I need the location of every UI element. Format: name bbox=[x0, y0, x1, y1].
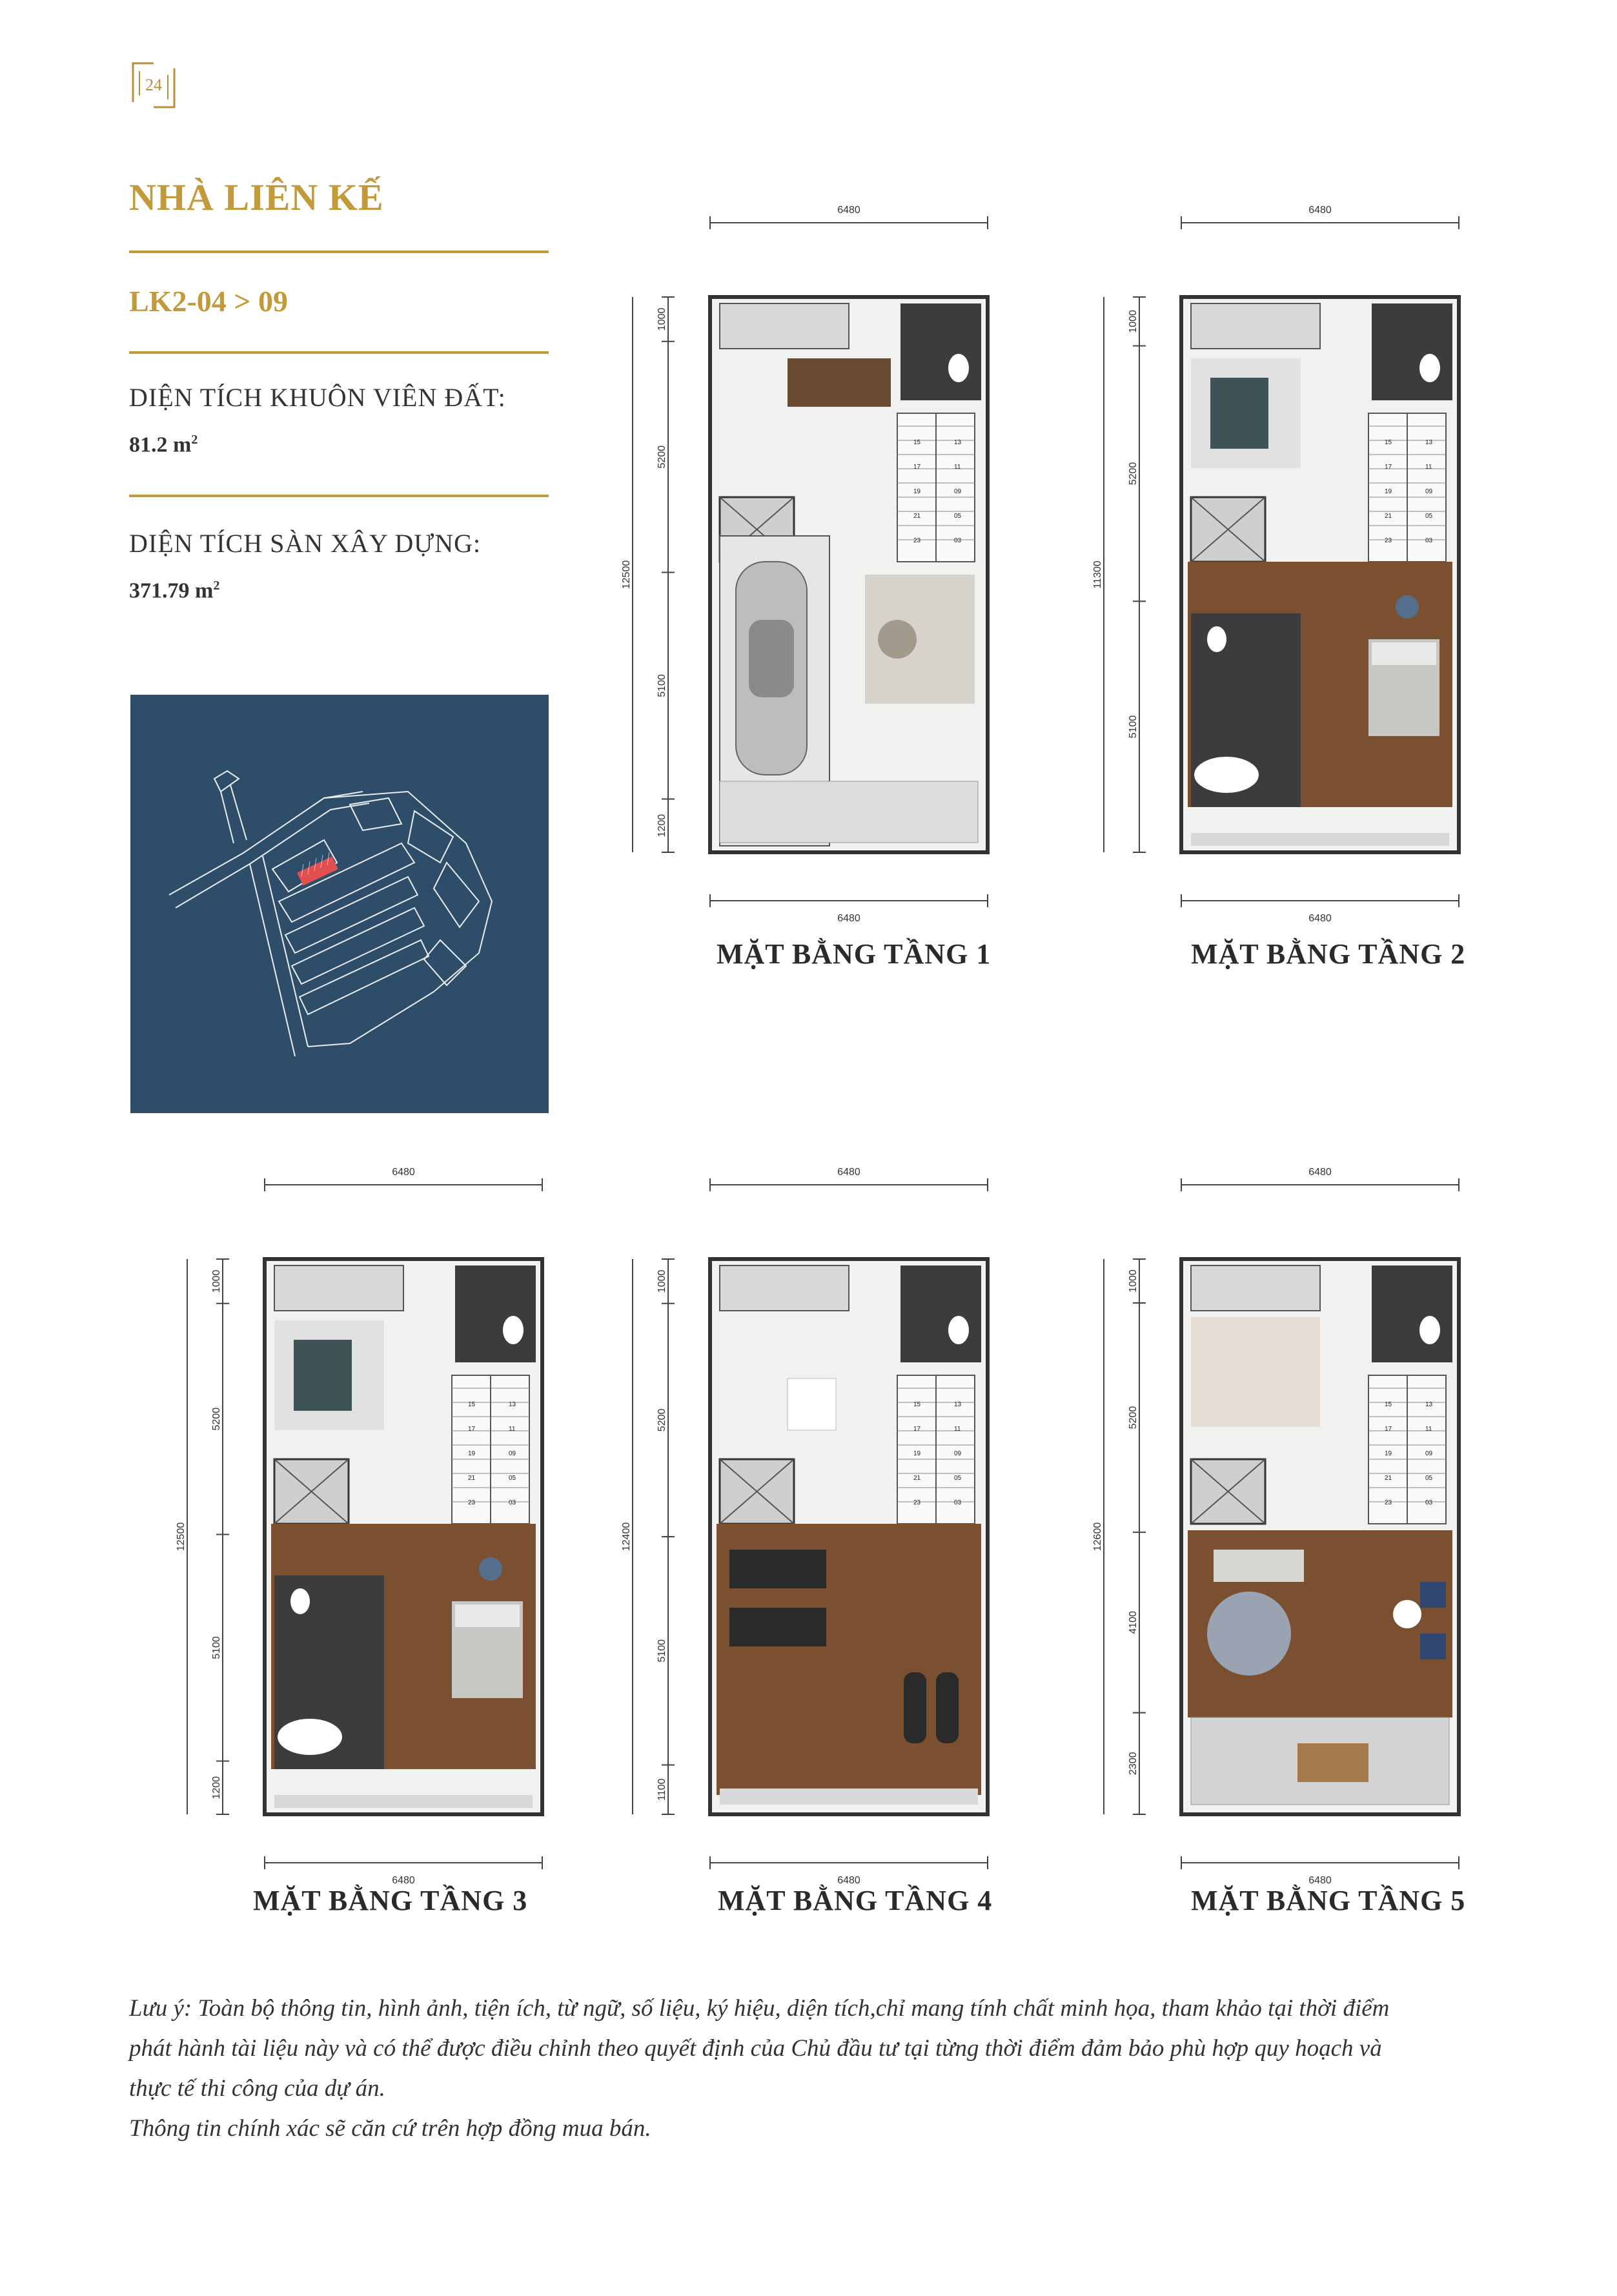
width-dimension-bottom: 6480 bbox=[837, 1875, 860, 1886]
unit-code: LK2-04 > 09 bbox=[129, 285, 288, 318]
bathtub-icon bbox=[278, 1719, 342, 1755]
pillow bbox=[1372, 642, 1436, 665]
segment-dimension: 5200 bbox=[656, 1408, 667, 1432]
exercise-bike-icon bbox=[904, 1672, 926, 1743]
void-area bbox=[720, 303, 849, 349]
land-area-label: DIỆN TÍCH KHUÔN VIÊN ĐẤT: bbox=[129, 383, 506, 412]
bench bbox=[1214, 1550, 1304, 1582]
segment-dimension: 1100 bbox=[656, 1778, 667, 1801]
stair-number: 19 bbox=[913, 488, 921, 495]
stair-number: 03 bbox=[1425, 537, 1433, 544]
toilet-icon bbox=[948, 1316, 969, 1344]
balcony bbox=[1191, 833, 1449, 846]
car-roof bbox=[749, 620, 794, 697]
width-dimension-top: 6480 bbox=[837, 1167, 860, 1178]
total-dimension: 12500 bbox=[621, 560, 632, 589]
toilet-icon bbox=[948, 354, 969, 382]
segment-dimension: 4100 bbox=[1128, 1611, 1139, 1634]
desk bbox=[788, 1379, 836, 1430]
stair-number: 05 bbox=[509, 1475, 516, 1482]
stair-number: 03 bbox=[954, 537, 962, 544]
stair-number: 19 bbox=[1385, 1450, 1392, 1457]
round-rug bbox=[1207, 1592, 1291, 1676]
segment-dimension: 1200 bbox=[211, 1776, 222, 1799]
stair-number: 15 bbox=[913, 439, 921, 446]
stair-number: 11 bbox=[1425, 464, 1432, 471]
floor-plan-drawing bbox=[1065, 1156, 1478, 1886]
stair-number: 15 bbox=[1385, 439, 1392, 446]
segment-dimension: 5200 bbox=[1128, 1406, 1139, 1430]
stair-number: 03 bbox=[509, 1499, 516, 1506]
total-dimension: 12600 bbox=[1092, 1522, 1103, 1552]
floor-plan-title: MẶT BẰNG TẦNG 3 bbox=[253, 1885, 528, 1916]
chair-icon bbox=[1396, 595, 1419, 619]
divider bbox=[129, 351, 549, 354]
skylight-void bbox=[1191, 1317, 1320, 1427]
coffee-table bbox=[878, 620, 917, 659]
armchair-icon bbox=[1420, 1634, 1446, 1659]
land-area-value: 81.2 $m^2$ bbox=[129, 433, 198, 457]
stair-number: 09 bbox=[1425, 488, 1433, 495]
stair-number: 03 bbox=[954, 1499, 962, 1506]
segment-dimension: 1000 bbox=[1128, 1269, 1139, 1293]
floor-plan-drawing bbox=[594, 1156, 1007, 1886]
void-area bbox=[274, 1266, 403, 1311]
total-dimension: 12500 bbox=[176, 1522, 187, 1552]
stair-number: 09 bbox=[509, 1450, 516, 1457]
note-line: Thông tin chính xác sẽ căn cứ trên hợp đồng mua bán. bbox=[129, 2115, 651, 2142]
stair-number: 15 bbox=[468, 1401, 476, 1408]
stair-number: 23 bbox=[468, 1499, 476, 1506]
stair-number: 17 bbox=[1385, 1426, 1392, 1433]
site-plan-map bbox=[130, 695, 549, 1113]
bathroom bbox=[455, 1266, 536, 1362]
segment-dimension: 2300 bbox=[1128, 1752, 1139, 1776]
stair-number: 13 bbox=[954, 1401, 962, 1408]
stair-number: 17 bbox=[468, 1426, 476, 1433]
bathroom bbox=[900, 303, 981, 400]
divider bbox=[129, 495, 549, 497]
segment-dimension: 5200 bbox=[656, 445, 667, 469]
void-area bbox=[720, 1266, 849, 1311]
segment-dimension: 5200 bbox=[211, 1407, 222, 1431]
note-line: phát hành tài liệu này và có thể được điều chỉnh theo quyết định của Chủ đầu tư tại từng thời điểm đảm bảo phù hợp quy hoạch và bbox=[129, 2035, 1382, 2062]
outdoor-dining-table bbox=[1297, 1743, 1368, 1782]
pillow bbox=[455, 1604, 520, 1627]
bathtub-icon bbox=[1194, 757, 1259, 793]
stair-number: 05 bbox=[954, 513, 962, 520]
note-line: thực tế thi công của dự án. bbox=[129, 2075, 385, 2102]
floor-plan-drawing bbox=[594, 194, 1007, 924]
bathroom bbox=[1372, 303, 1452, 400]
disclaimer-note bbox=[129, 1989, 1498, 2149]
width-dimension-bottom: 6480 bbox=[392, 1875, 415, 1886]
void-area bbox=[1191, 303, 1320, 349]
stair-number: 13 bbox=[1425, 1401, 1433, 1408]
stair-number: 11 bbox=[954, 464, 961, 471]
note-line: Lưu ý: Toàn bộ thông tin, hình ảnh, tiện ích, từ ngữ, số liệu, ký hiệu, diện tích,chỉ mang tính chất minh họa, tham khảo tại thời điểm bbox=[129, 1995, 1390, 2022]
stair-number: 09 bbox=[1425, 1450, 1433, 1457]
toilet-icon bbox=[503, 1316, 524, 1344]
stair-number: 15 bbox=[913, 1401, 921, 1408]
stair-number: 21 bbox=[913, 513, 921, 520]
dining-table bbox=[788, 358, 891, 407]
bathroom bbox=[1372, 1266, 1452, 1362]
stair-number: 17 bbox=[913, 464, 921, 471]
treadmill-icon bbox=[729, 1608, 826, 1646]
stair-number: 21 bbox=[1385, 1475, 1392, 1482]
armchair-icon bbox=[1420, 1582, 1446, 1608]
chair-icon bbox=[479, 1557, 502, 1581]
total-dimension: 11300 bbox=[1092, 560, 1103, 589]
stair-number: 23 bbox=[913, 1499, 921, 1506]
floor-plan-title: MẶT BẰNG TẦNG 5 bbox=[1191, 1885, 1466, 1916]
sofa-icon bbox=[1210, 378, 1268, 449]
stair-number: 19 bbox=[468, 1450, 476, 1457]
segment-dimension: 5100 bbox=[656, 674, 667, 697]
floor-plan-title: MẶT BẰNG TẦNG 2 bbox=[1191, 938, 1466, 970]
segment-dimension: 5100 bbox=[211, 1636, 222, 1659]
width-dimension-bottom: 6480 bbox=[1308, 1875, 1332, 1886]
exercise-bike-icon bbox=[936, 1672, 959, 1743]
floor-plan-title: MẶT BẰNG TẦNG 1 bbox=[717, 938, 992, 970]
page-title: NHÀ LIÊN KẾ bbox=[129, 176, 384, 218]
stair-number: 13 bbox=[509, 1401, 516, 1408]
stair-number: 03 bbox=[1425, 1499, 1433, 1506]
balcony bbox=[720, 1789, 978, 1805]
segment-dimension: 1000 bbox=[656, 307, 667, 331]
stair-number: 21 bbox=[913, 1475, 921, 1482]
width-dimension-bottom: 6480 bbox=[837, 913, 860, 924]
stair-number: 05 bbox=[1425, 513, 1433, 520]
stair-number: 23 bbox=[1385, 537, 1392, 544]
stair-number: 11 bbox=[954, 1426, 961, 1433]
segment-dimension: 1200 bbox=[656, 814, 667, 837]
stair-number: 13 bbox=[954, 439, 962, 446]
floor-plan-drawing bbox=[148, 1156, 562, 1886]
stair-number: 05 bbox=[1425, 1475, 1433, 1482]
stair-number: 11 bbox=[509, 1426, 516, 1433]
page-number: 24 bbox=[145, 76, 162, 94]
width-dimension-top: 6480 bbox=[837, 205, 860, 216]
stair-number: 19 bbox=[913, 1450, 921, 1457]
segment-dimension: 5100 bbox=[656, 1639, 667, 1663]
construction-area-label: DIỆN TÍCH SÀN XÂY DỰNG: bbox=[129, 529, 482, 558]
stair-number: 09 bbox=[954, 1450, 962, 1457]
floor-plan-title: MẶT BẰNG TẦNG 4 bbox=[718, 1885, 993, 1916]
balcony bbox=[274, 1795, 533, 1808]
segment-dimension: 1000 bbox=[656, 1269, 667, 1293]
sofa-icon bbox=[294, 1340, 352, 1411]
void-area bbox=[1191, 1266, 1320, 1311]
stair-number: 13 bbox=[1425, 439, 1433, 446]
width-dimension-top: 6480 bbox=[1308, 1167, 1332, 1178]
width-dimension-top: 6480 bbox=[1308, 205, 1332, 216]
toilet-icon bbox=[1419, 354, 1440, 382]
total-dimension: 12400 bbox=[621, 1522, 632, 1552]
stair-number: 15 bbox=[1385, 1401, 1392, 1408]
treadmill-icon bbox=[729, 1550, 826, 1588]
stair-number: 23 bbox=[1385, 1499, 1392, 1506]
floor-plan-drawing bbox=[1065, 194, 1478, 924]
stair-number: 17 bbox=[913, 1426, 921, 1433]
stair-number: 05 bbox=[954, 1475, 962, 1482]
toilet-icon bbox=[1207, 626, 1226, 652]
width-dimension-bottom: 6480 bbox=[1308, 913, 1332, 924]
front-yard bbox=[720, 781, 978, 843]
divider bbox=[129, 251, 549, 253]
toilet-icon bbox=[290, 1588, 310, 1614]
stair-number: 11 bbox=[1425, 1426, 1432, 1433]
stair-number: 17 bbox=[1385, 464, 1392, 471]
toilet-icon bbox=[1419, 1316, 1440, 1344]
bathroom bbox=[900, 1266, 981, 1362]
segment-dimension: 5100 bbox=[1128, 715, 1139, 739]
construction-area-value: 371.79 $m^2$ bbox=[129, 579, 220, 603]
stair-number: 21 bbox=[1385, 513, 1392, 520]
stair-number: 19 bbox=[1385, 488, 1392, 495]
side-table bbox=[1393, 1600, 1421, 1628]
segment-dimension: 1000 bbox=[211, 1269, 222, 1293]
segment-dimension: 5200 bbox=[1128, 462, 1139, 486]
stair-number: 21 bbox=[468, 1475, 476, 1482]
stair-number: 09 bbox=[954, 488, 962, 495]
width-dimension-top: 6480 bbox=[392, 1167, 415, 1178]
segment-dimension: 1000 bbox=[1128, 310, 1139, 333]
stair-number: 23 bbox=[913, 537, 921, 544]
